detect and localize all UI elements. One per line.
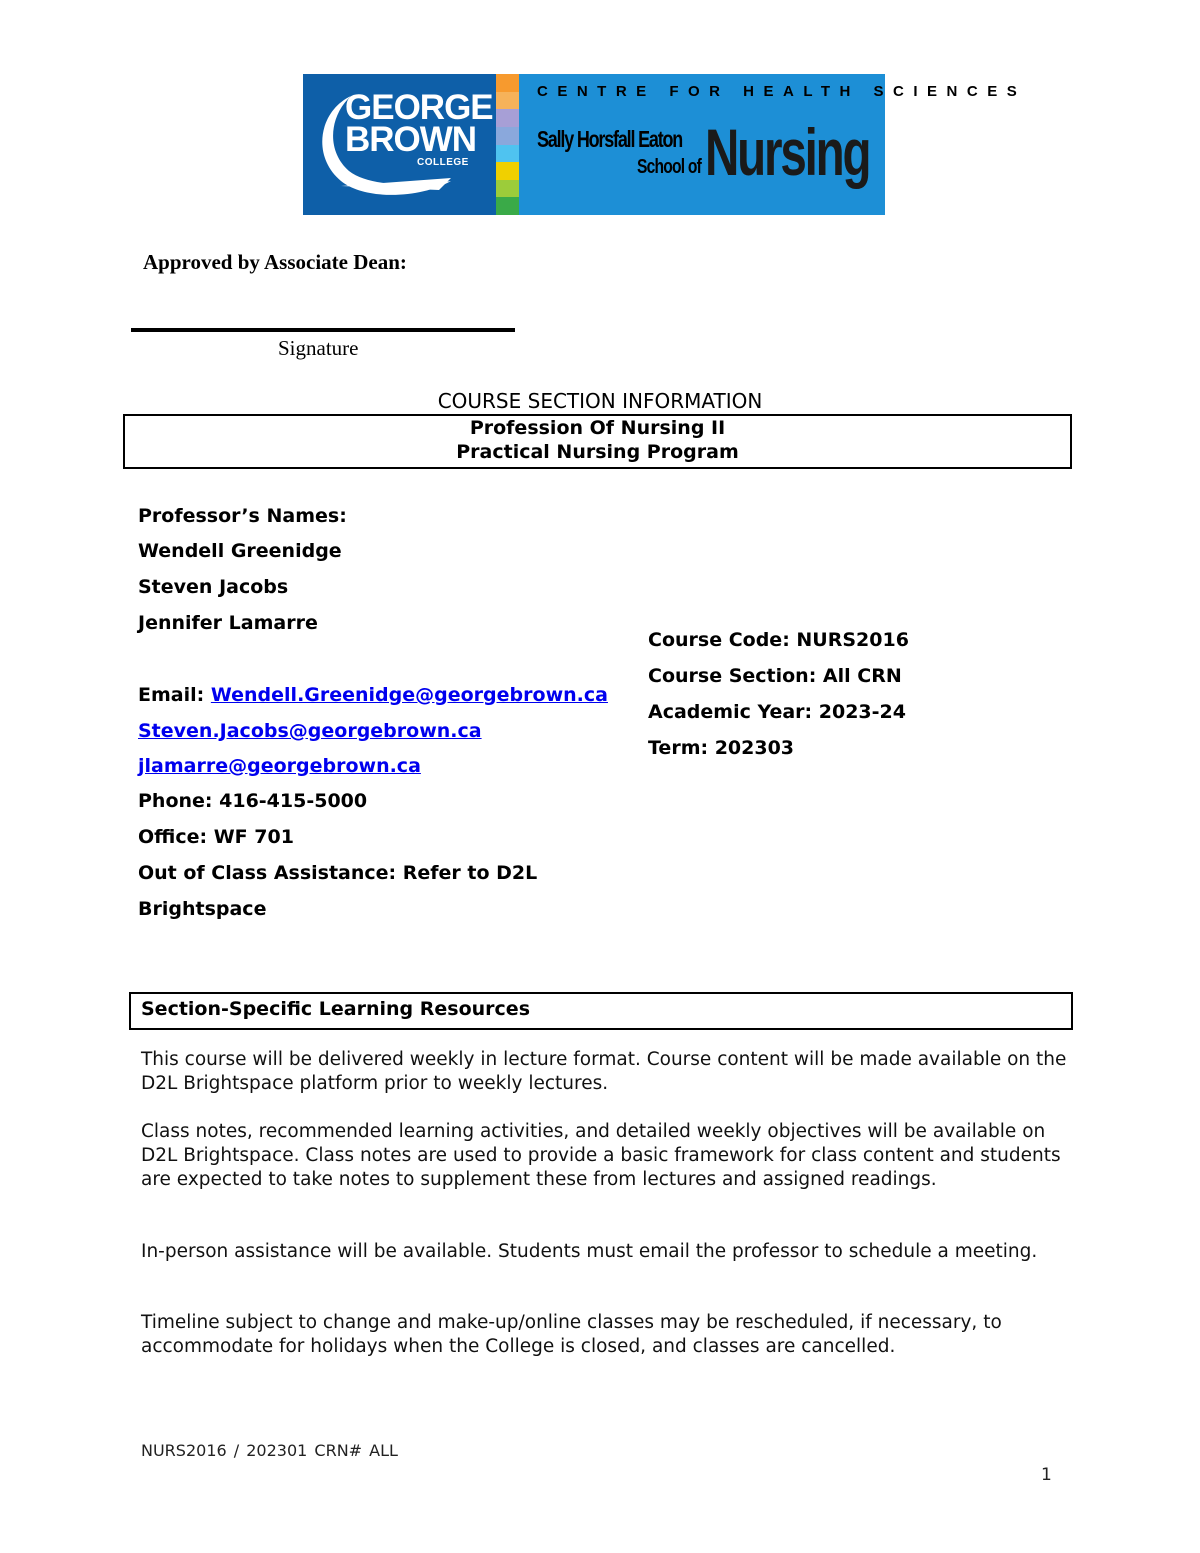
course-section-heading: COURSE SECTION INFORMATION (437, 389, 763, 413)
resources-paragraph: Timeline subject to change and make-up/online classes may be rescheduled, if necessary, to accommodate for holidays when the College is closed, and classes are cancelled. (141, 1312, 1002, 1357)
stripe (496, 92, 519, 110)
assistance-line1: Out of Class Assistance: Refer to D2L (138, 862, 538, 884)
email-row (138, 684, 608, 706)
resources-paragraph: This course will be delivered weekly in lecture format. Course content will be made available on the D2L Brightspace platform prior to weekly lectures. (141, 1049, 1067, 1094)
professor-name: Jennifer Lamarre (138, 612, 318, 634)
professor-name: Wendell Greenidge (138, 540, 342, 562)
stripe (496, 74, 519, 92)
stripe (496, 180, 519, 198)
college-name (345, 88, 493, 169)
school-name-line3: Nursing (705, 115, 870, 189)
centre-name: CENTRE FOR HEALTH SCIENCES (537, 83, 1027, 100)
stripe (496, 162, 519, 180)
professors-label: Professor’s Names: (138, 505, 347, 527)
stripe (496, 197, 519, 215)
office: Office: WF 701 (138, 826, 294, 848)
assistance-line2: Brightspace (138, 898, 267, 920)
program-name: Practical Nursing Program (456, 441, 739, 463)
stripe (496, 145, 519, 163)
school-name-line2: School of (637, 156, 702, 178)
course-code: Course Code: NURS2016 (648, 629, 909, 651)
email-link-jacobs[interactable]: Steven.Jacobs@georgebrown.ca (138, 720, 482, 742)
email-link-lamarre[interactable]: jlamarre@georgebrown.ca (138, 755, 421, 777)
phone: Phone: 416-415-5000 (138, 790, 368, 812)
academic-year: Academic Year: 2023-24 (648, 701, 906, 723)
stripe (496, 127, 519, 145)
email-row (138, 755, 421, 777)
professor-name: Steven Jacobs (138, 576, 289, 598)
signature-label: Signature (278, 336, 359, 360)
email-row (138, 720, 482, 742)
course-name: Profession Of Nursing II (469, 417, 726, 439)
george-brown-logo (303, 74, 496, 215)
email-link-greenidge[interactable]: Wendell.Greenidge@georgebrown.ca (210, 684, 608, 706)
page-number: 1 (1041, 1465, 1052, 1485)
course-title-box (123, 414, 1072, 469)
stripe (496, 109, 519, 127)
college-name-line2: BROWN (345, 120, 477, 160)
college-name-line1: GEORGE (345, 88, 493, 127)
school-name-line1: Sally Horsfall Eaton (537, 126, 683, 152)
signature-line (131, 328, 515, 332)
resources-title: Section-Specific Learning Resources (141, 998, 530, 1020)
color-stripes (496, 74, 519, 215)
approval-label: Approved by Associate Dean: (143, 250, 407, 274)
page-footer: NURS2016 / 202301 CRN# ALL (141, 1441, 398, 1460)
college-name-line3: COLLEGE (417, 157, 469, 169)
email-label: Email: (138, 684, 205, 706)
resources-paragraph: Class notes, recommended learning activities, and detailed weekly objectives will be available on D2L Brightspace. Class notes are used to provide a basic framework for class content and students are expected to take notes to supplement these from lectures and assigned readings. (141, 1121, 1061, 1190)
course-section: Course Section: All CRN (648, 665, 902, 687)
college-banner-logo (303, 74, 1027, 215)
term: Term: 202303 (648, 737, 795, 759)
resources-paragraph: In-person assistance will be available. Students must email the professor to schedule a meeting. (141, 1241, 1038, 1262)
